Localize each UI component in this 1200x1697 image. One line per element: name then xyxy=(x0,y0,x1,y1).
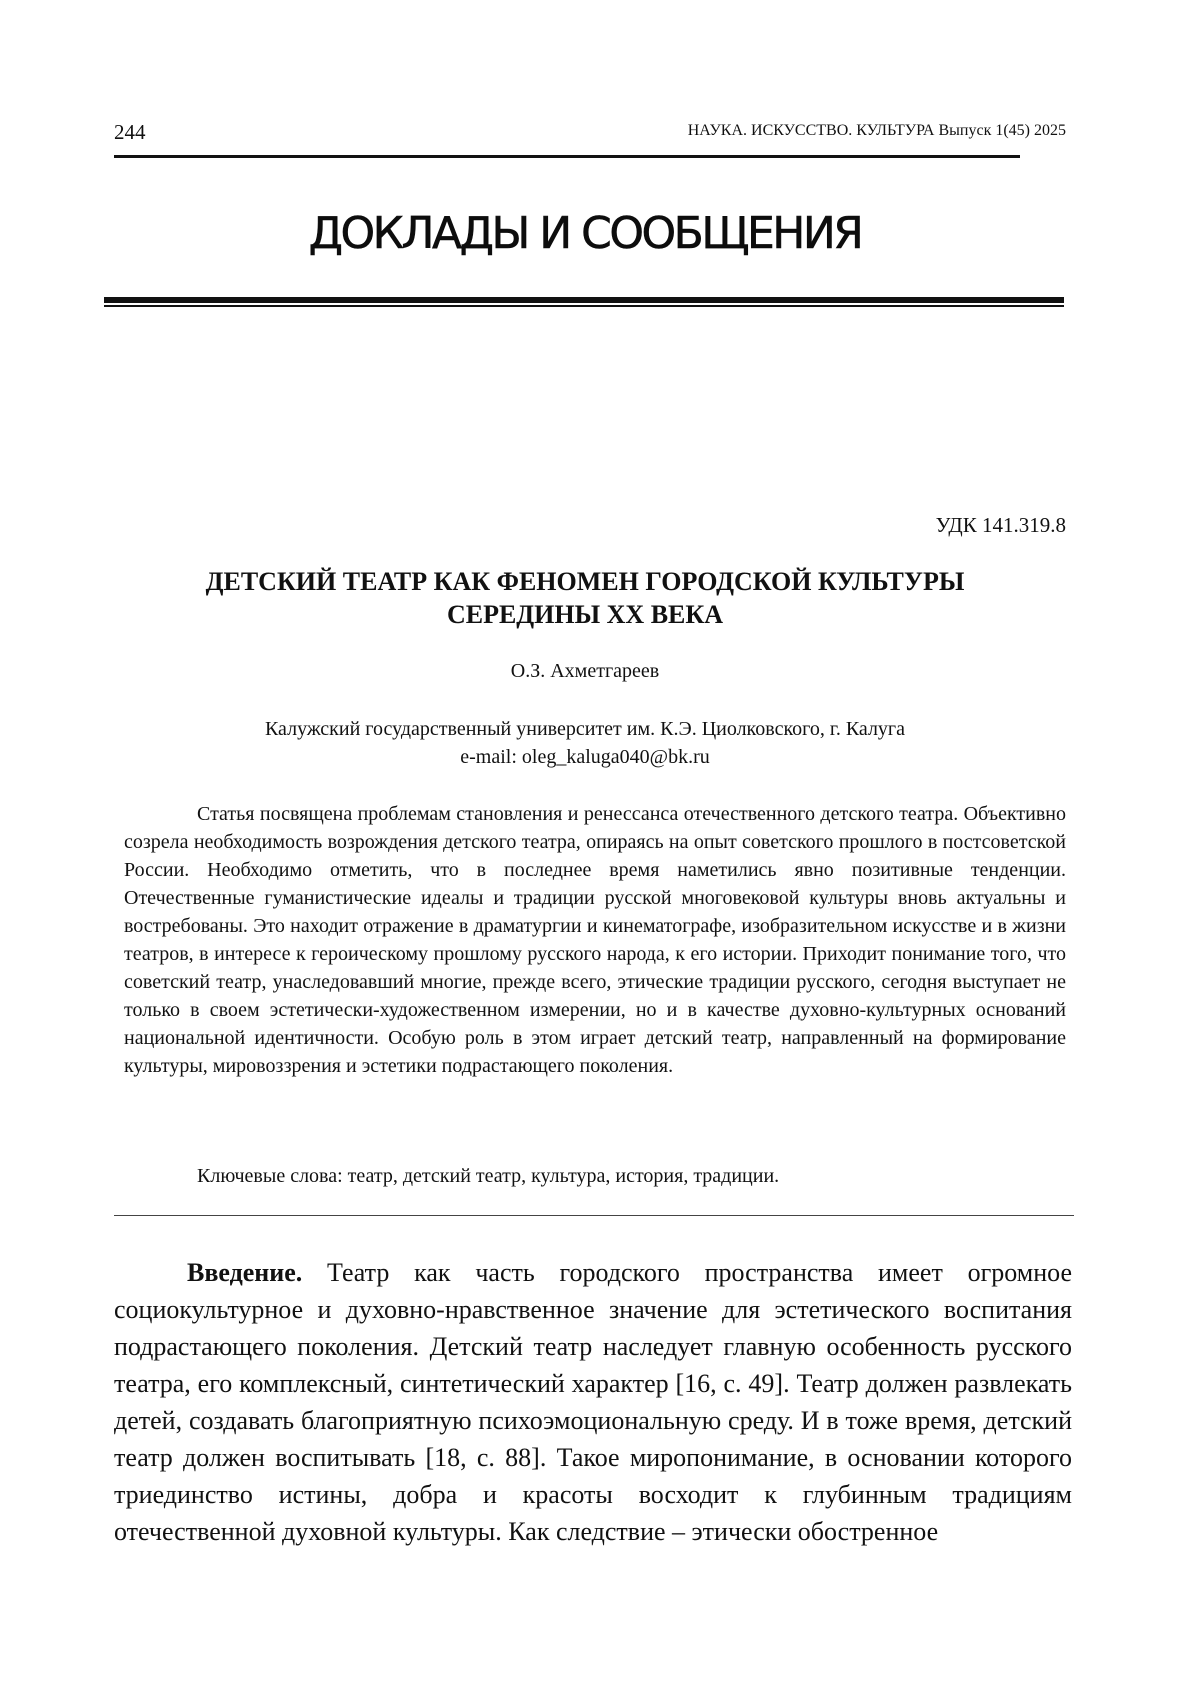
abstract: Статья посвящена проблемам становления и ренессанса отечественного детского театра. Объективно созрела необходимость возрождения детского театра, опираясь на опыт советского прошлого в постсоветской России. Необходимо отметить, что в последнее время наметились явно позитивные тенденции. Отечественные гуманистические идеалы и традиции русской многовековой культуры вновь актуальны и востребованы. Это находит отражение в драматургии и кинематографе, изобразительном искусстве и в жизни театров, в интересе к героическому прошлому русского народа, к его истории. Приходит понимание того, что советский театр, унаследовавший многие, прежде всего, этические традиции русского, сегодня выступает не только в своем эстетически-художественном измерении, но и в качестве духовно-культурных оснований национальной идентичности. Особую роль в этом играет детский театр, направленный на формирование культуры, мировоззрения и эстетики подрастающего поколения. xyxy=(124,800,1066,1080)
abstract-separator xyxy=(114,1215,1074,1216)
journal-title: НАУКА. ИСКУССТВО. КУЛЬТУРА Выпуск 1(45) 2025 xyxy=(688,122,1066,140)
page-number: 244 xyxy=(114,120,146,145)
affiliation-block xyxy=(0,715,1170,771)
article-title xyxy=(120,565,1050,631)
article-title-line-1: ДЕТСКИЙ ТЕАТР КАК ФЕНОМЕН ГОРОДСКОЙ КУЛЬТУРЫ xyxy=(120,565,1050,598)
udk-code: УДК 141.319.8 xyxy=(936,513,1066,538)
keywords: Ключевые слова: театр, детский театр, культура, история, традиции. xyxy=(197,1165,779,1188)
section-rule-thin xyxy=(104,305,1064,307)
header-rule xyxy=(114,155,1020,158)
author-email: e-mail: oleg_kaluga040@bk.ru xyxy=(0,743,1170,771)
affiliation: Калужский государственный университет им. К.Э. Циолковского, г. Калуга xyxy=(0,715,1170,743)
author: О.З. Ахметгареев xyxy=(0,660,1170,683)
introduction-text: Театр как часть городского пространства имеет огромное социокультурное и духовно-нравственное значение для эстетического воспитания подрастающего поколения. Детский театр наследует главную особенность русского театра, его комплексный, синтетический характер [16, с. 49]. Театр должен развлекать детей, создавать благоприятную психоэмоциональную среду. И в тоже время, детский театр должен воспитывать [18, с. 88]. Такое миропонимание, в основании которого триединство истины, добра и красоты восходит к глубинным традициям отечественной духовной культуры. Как следствие – этически обостренное xyxy=(114,1258,1072,1546)
section-heading: ДОКЛАДЫ И СООБЩЕНИЯ xyxy=(0,208,1170,259)
introduction-label: Введение. xyxy=(187,1258,302,1287)
article-title-line-2: СЕРЕДИНЫ XX ВЕКА xyxy=(120,598,1050,631)
introduction-paragraph xyxy=(114,1254,1072,1550)
section-rule-thick xyxy=(104,297,1064,303)
